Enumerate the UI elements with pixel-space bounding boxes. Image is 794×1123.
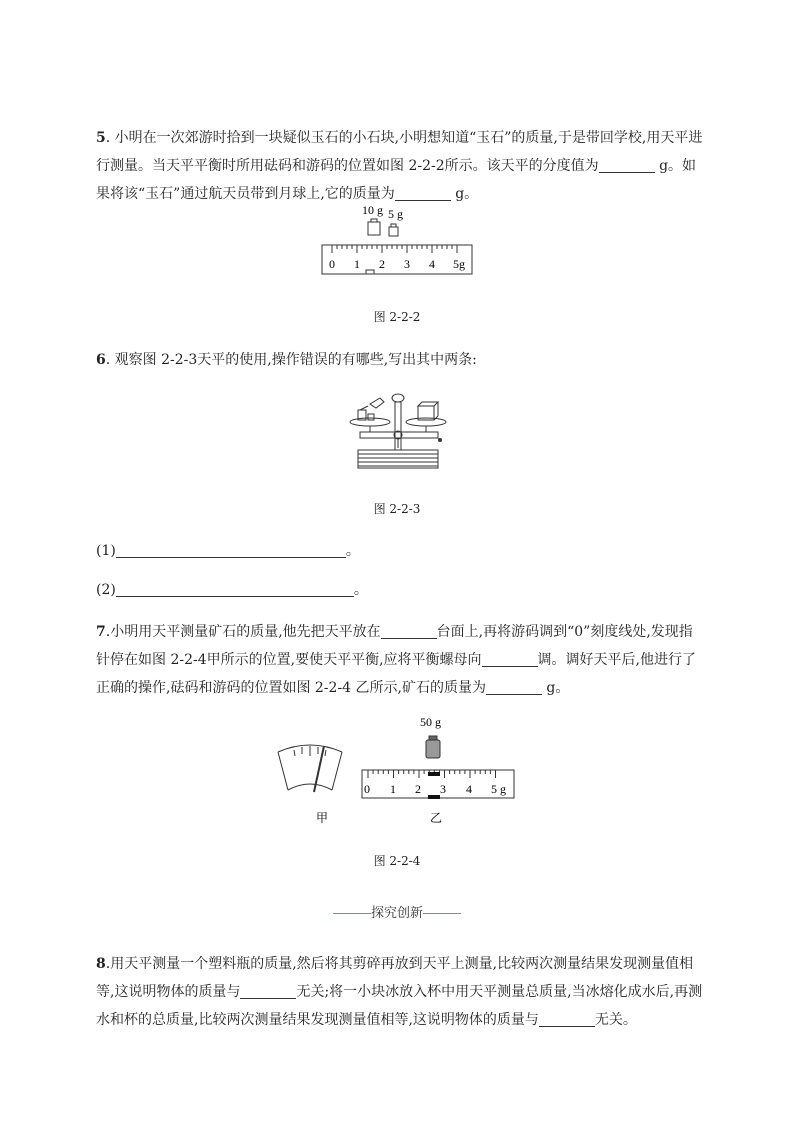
hand-icon (370, 398, 384, 408)
answer-blank[interactable] (482, 650, 538, 667)
figure-2-2-4 (270, 712, 530, 830)
question-text: 无关;将一小块冰放入杯中用天平测量总质量,当冰熔化成水后,再测水和杯的总质量,比较两次测量结果发现测量值相等,这说明物体的质量与 (96, 984, 703, 1028)
divider (333, 913, 371, 914)
rider-top (428, 772, 440, 776)
scale-label: 2 (415, 782, 421, 796)
answer-blank[interactable] (116, 580, 354, 597)
weight-50g-label: 50 g (420, 715, 441, 729)
scale-label: 5 g (491, 782, 506, 796)
scale-label: 3 (404, 257, 410, 271)
question-number: 5 (96, 130, 106, 146)
answer-line-2 (96, 580, 368, 600)
left-pan (350, 418, 390, 426)
weight-5g (389, 227, 398, 236)
figure-2-2-3 (340, 388, 460, 474)
weight (368, 414, 374, 420)
right-pan (406, 418, 446, 426)
scale-label: 4 (429, 257, 435, 271)
figure-caption: 图 2-2-4 (373, 854, 421, 868)
question-6 (96, 346, 706, 374)
question-number: 6 (96, 352, 106, 368)
rider (428, 795, 440, 799)
period: 。 (345, 543, 360, 559)
question-text: 无关。 (594, 1012, 637, 1028)
weight-5g-label: 5 g (388, 207, 403, 221)
question-8 (96, 950, 706, 1034)
question-number: 7 (96, 624, 106, 640)
answer-blank[interactable] (240, 982, 296, 999)
scale-label: 5g (453, 257, 465, 271)
question-number: 8 (96, 956, 106, 972)
question-text: g。 (450, 186, 479, 202)
rider (366, 270, 374, 274)
weight-50g (426, 740, 440, 758)
period: 。 (353, 582, 368, 598)
answer-blank[interactable] (486, 678, 542, 695)
question-text: 调。调好天平后,他进行了正确的操作,砝码和游码的位置如图 2-2-4 乙所示,矿石的质量为 (96, 652, 696, 696)
answer-label: (1) (96, 543, 116, 559)
balance-base (358, 450, 438, 468)
figure-caption: 图 2-2-2 (373, 310, 421, 324)
weight-10g-label: 10 g (362, 203, 383, 217)
label-yi: 乙 (430, 811, 443, 825)
figure-2-2-2 (300, 198, 480, 280)
answer-blank[interactable] (116, 541, 346, 558)
answer-blank[interactable] (539, 1010, 595, 1027)
answer-blank[interactable] (381, 622, 437, 639)
question-text: g。如果将该“玉石”通过航天员带到月球上,它的质量为 (96, 158, 697, 202)
scale-label: 1 (390, 782, 396, 796)
question-5 (96, 124, 706, 208)
figure-caption: 图 2-2-3 (373, 502, 421, 516)
scale-label: 4 (466, 782, 472, 796)
question-text: . 小明在一次郊游时拾到一块疑似玉石的小石块,小明想知道“玉石”的质量,于是带回学校,用天平进行测量。当天平平衡时所用砝码和游码的位置如图 2-2-2所示。该天平的分度值为 (96, 130, 703, 174)
weight-10g (368, 222, 380, 235)
section-heading (0, 902, 794, 921)
question-text: . 观察图 2-2-3天平的使用,操作错误的有哪些,写出其中两条: (105, 352, 477, 368)
scale-label: 0 (329, 257, 335, 271)
answer-label: (2) (96, 582, 116, 598)
answer-line-1 (96, 541, 360, 561)
scale-label: 3 (440, 782, 446, 796)
rider-scale (322, 245, 472, 274)
balance-beam (360, 432, 438, 438)
scale-label: 2 (379, 257, 385, 271)
question-7 (96, 618, 706, 702)
question-text: g。 (541, 680, 570, 696)
section-title: 探究创新 (370, 906, 423, 921)
question-text: .小明用天平测量矿石的质量,他先把天平放在 (105, 624, 381, 640)
question-text: 台面上,再将游码调到“0”刻度线处,发现指针停在如图 2-2-4甲所示的位置,要使天平平衡,应将平衡螺母向 (96, 624, 693, 668)
label-jia: 甲 (316, 811, 329, 825)
question-text: .用天平测量一个塑料瓶的质量,然后将其剪碎再放到天平上测量,比较两次测量结果发现测量值相等,这说明物体的质量与 (96, 956, 694, 1000)
answer-blank[interactable] (599, 156, 655, 173)
divider (423, 913, 461, 914)
scale-label: 1 (354, 257, 360, 271)
scale-label: 0 (364, 782, 370, 796)
